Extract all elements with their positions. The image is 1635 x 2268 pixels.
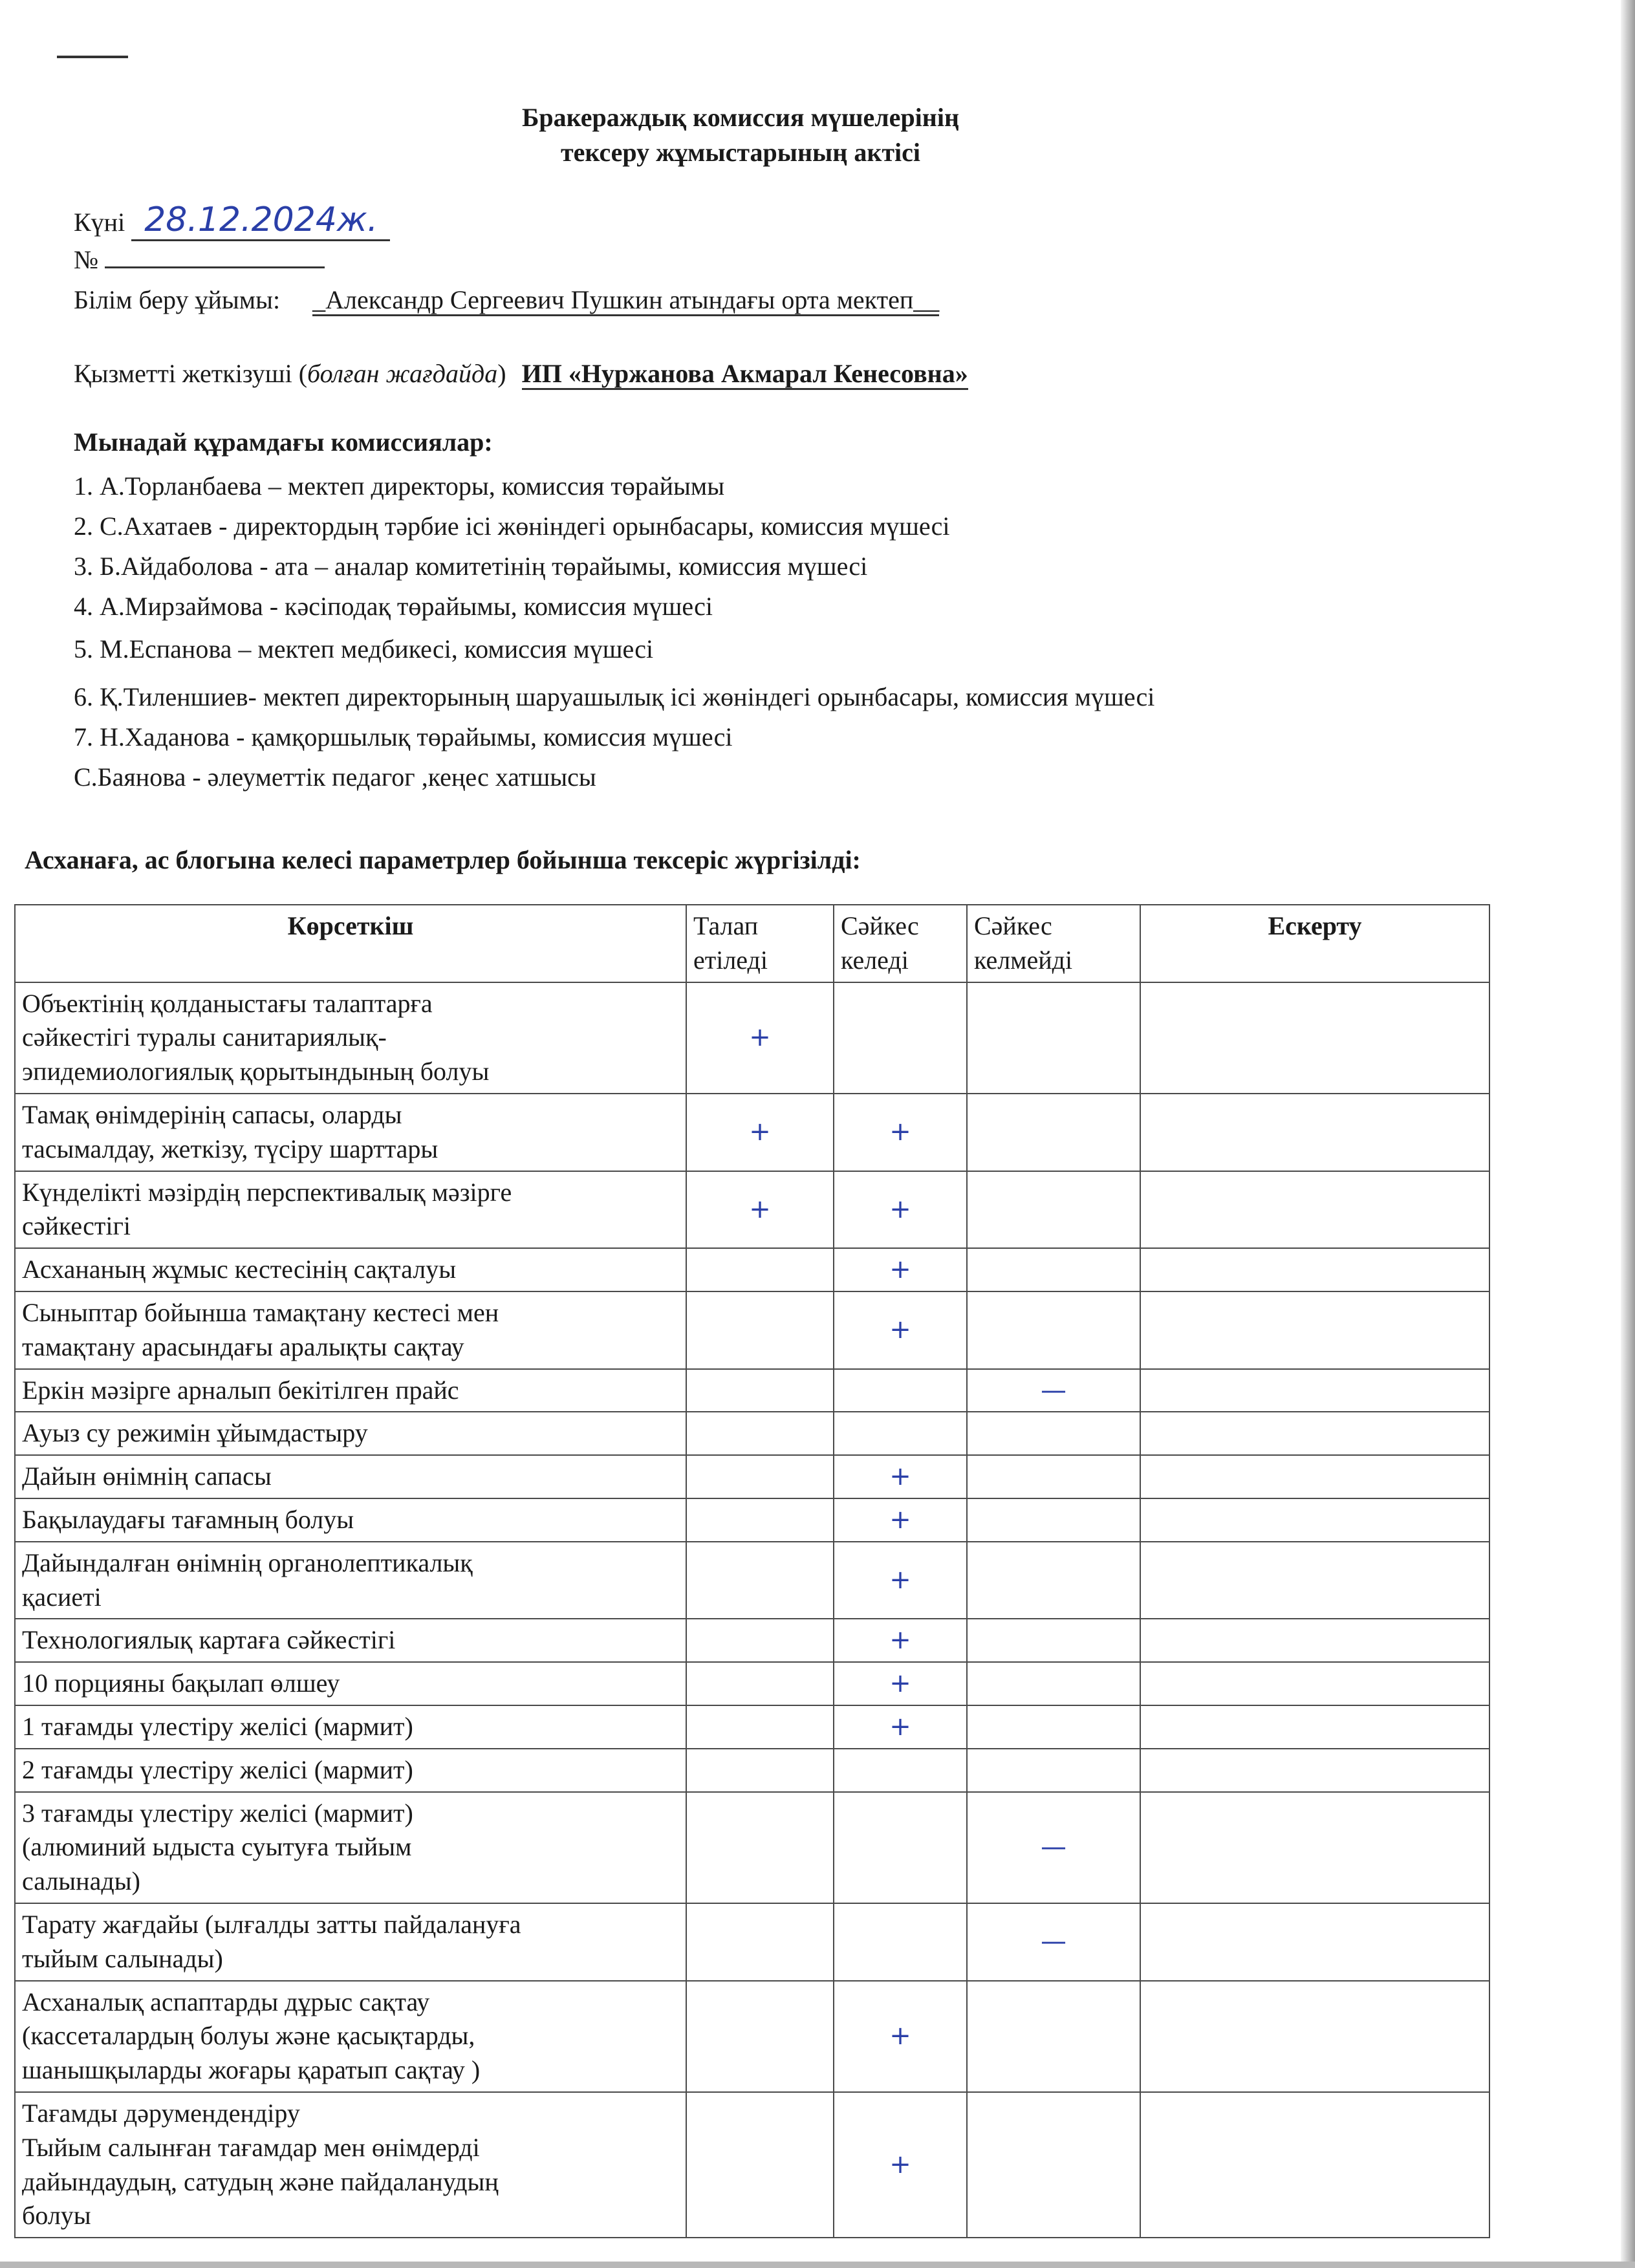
table-row [15,1369,1489,1412]
compliant-mark: + [834,1291,967,1369]
noncompliant-mark [967,982,1140,1094]
compliant-mark: + [834,1662,967,1705]
provider-value: ИП «Нуржанова Акмарал Кенесовна» [522,359,968,390]
table-body [15,982,1489,2238]
required-mark [686,1662,834,1705]
compliant-mark: + [834,1094,967,1171]
compliant-mark: + [834,2092,967,2238]
noncompliant-mark [967,1171,1140,1249]
table-row [15,2092,1489,2238]
indicator-cell: Технологиялық картаға сәйкестігі [15,1619,686,1662]
table-row [15,1542,1489,1619]
required-mark [686,1498,834,1542]
table-row [15,1705,1489,1749]
indicator-cell: Тарату жағдайы (ылғалды затты пайдалануға тыйым салынады) [15,1903,686,1981]
required-mark [686,2092,834,2238]
note-cell [1140,1171,1489,1249]
required-mark [686,1705,834,1749]
compliant-mark: + [834,1705,967,1749]
compliant-mark: + [834,1455,967,1498]
indicator-cell: Еркін мәзірге арналып бекітілген прайс [15,1369,686,1412]
compliant-mark [834,1749,967,1792]
compliant-mark [834,982,967,1094]
table-row [15,1792,1489,1903]
compliant-mark: + [834,1542,967,1619]
required-mark [686,1749,834,1792]
required-mark [686,1248,834,1291]
member-7: 7. Н.Хаданова - қамқоршылық төрайымы, комиссия мүшесі [74,722,733,751]
indicator-cell: Бақылаудағы тағамның болуы [15,1498,686,1542]
org-label: Білім беру ұйымы: [74,285,281,314]
table-row [15,1662,1489,1705]
note-cell [1140,1369,1489,1412]
required-mark [686,1903,834,1981]
note-cell [1140,1248,1489,1291]
member-8: С.Баянова - әлеуметтік педагог ,кеңес хатшысы [74,762,596,792]
required-mark: + [686,1094,834,1171]
required-mark [686,1455,834,1498]
required-mark [686,1792,834,1903]
number-row [74,241,325,275]
note-cell [1140,1903,1489,1981]
header-noncompliant: Сәйкес келмейді [967,905,1140,982]
note-cell [1140,1542,1489,1619]
indicator-cell: 2 тағамды үлестіру желісі (мармит) [15,1749,686,1792]
header-required: Талап етіледі [686,905,834,982]
required-mark [686,1369,834,1412]
required-mark [686,1291,834,1369]
required-mark [686,1542,834,1619]
indicator-cell: Дайын өнімнің сапасы [15,1455,686,1498]
table-row [15,1498,1489,1542]
provider-label-end: ) [497,359,506,388]
number-blank [105,241,325,268]
note-cell [1140,1291,1489,1369]
noncompliant-mark: — [967,1792,1140,1903]
compliant-mark [834,1369,967,1412]
note-cell [1140,1094,1489,1171]
noncompliant-mark: — [967,1369,1140,1412]
note-cell [1140,2092,1489,2238]
table-header-row [15,905,1489,982]
compliant-mark: + [834,1981,967,2092]
noncompliant-mark [967,1619,1140,1662]
noncompliant-mark [967,1455,1140,1498]
note-cell [1140,1749,1489,1792]
member-1: 1. А.Торланбаева – мектеп директоры, комиссия төрайымы [74,471,725,501]
indicator-cell: Асхананың жұмыс кестесінің сақталуы [15,1248,686,1291]
indicator-cell: Ауыз су режимін ұйымдастыру [15,1412,686,1455]
date-row [74,200,390,241]
member-6: 6. Қ.Тиленшиев- мектеп директорының шаруашылық ісі жөніндегі орынбасары, комиссия мүшесі [74,682,1155,711]
document-title-line1: Бракераждық комиссия мүшелерінің [521,103,960,132]
compliant-mark: + [834,1619,967,1662]
indicator-cell: Дайындалған өнімнің органолептикалық қасиеті [15,1542,686,1619]
indicator-cell: Тамақ өнімдерінің сапасы, оларды тасымалдау, жеткізу, түсіру шарттары [15,1094,686,1171]
number-label: № [74,245,99,274]
note-cell [1140,1619,1489,1662]
date-label: Күні [74,208,125,237]
note-cell [1140,1981,1489,2092]
table-row [15,1248,1489,1291]
required-mark [686,1412,834,1455]
note-cell [1140,1792,1489,1903]
noncompliant-mark [967,1248,1140,1291]
indicator-cell: Тағамды дәрумендендіру Тыйым салынған тағамдар мен өнімдерді дайындаудың, сатудың және пайдаланудың болуы [15,2092,686,2238]
noncompliant-mark [967,1498,1140,1542]
scan-edge [1621,0,1635,2268]
decorative-mark [57,56,128,58]
header-compliant: Сәйкес келеді [834,905,967,982]
org-value: _Александр Сергеевич Пушкин атындағы орта мектеп__ [312,285,939,316]
indicator-cell: 10 порцияны бақылап өлшеу [15,1662,686,1705]
table-row [15,1171,1489,1249]
provider-label-italic: болған жағдайда [307,359,498,388]
note-cell [1140,982,1489,1094]
table-row [15,1903,1489,1981]
member-4: 4. А.Мирзаймова - кәсіподақ төрайымы, комиссия мүшесі [74,592,713,621]
noncompliant-mark [967,1749,1140,1792]
note-cell [1140,1662,1489,1705]
noncompliant-mark [967,1094,1140,1171]
table-row [15,1291,1489,1369]
provider-row [74,358,968,389]
noncompliant-mark [967,2092,1140,2238]
required-mark: + [686,982,834,1094]
table-row [15,1749,1489,1792]
compliant-mark: + [834,1248,967,1291]
indicator-cell: Объектінің қолданыстағы талаптарға сәйкестігі туралы санитариялық- эпидемиологиялық қорытындының болуы [15,982,686,1094]
noncompliant-mark [967,1542,1140,1619]
scan-edge-bottom [0,2262,1635,2268]
commission-heading: Мынадай құрамдағы комиссиялар: [74,427,493,457]
indicator-cell: 3 тағамды үлестіру желісі (мармит) (алюминий ыдыста суытуға тыйым салынады) [15,1792,686,1903]
header-note: Ескерту [1140,905,1489,982]
required-mark [686,1619,834,1662]
note-cell [1140,1705,1489,1749]
indicator-cell: Сыныптар бойынша тамақтану кестесі мен тамақтану арасындағы аралықты сақтау [15,1291,686,1369]
member-2: 2. С.Ахатаев - директордың тәрбие ісі жөніндегі орынбасары, комиссия мүшесі [74,512,950,541]
date-value: 28.12.2024ж. [131,200,390,241]
compliant-mark [834,1412,967,1455]
required-mark: + [686,1171,834,1249]
noncompliant-mark [967,1662,1140,1705]
table-row [15,1619,1489,1662]
note-cell [1140,1455,1489,1498]
note-cell [1140,1412,1489,1455]
compliant-mark: + [834,1171,967,1249]
compliant-mark: + [834,1498,967,1542]
member-3: 3. Б.Айдаболова - ата – аналар комитетінің төрайымы, комиссия мүшесі [74,552,868,581]
table-row [15,1094,1489,1171]
header-indicator: Көрсеткіш [15,905,686,982]
document-title-line2: тексеру жұмыстарының актісі [560,138,920,167]
indicator-cell: Күнделікті мәзірдің перспективалық мәзірге сәйкестігі [15,1171,686,1249]
member-5: 5. М.Еспанова – мектеп медбикесі, комиссия мүшесі [74,634,654,664]
noncompliant-mark [967,1981,1140,2092]
noncompliant-mark [967,1291,1140,1369]
indicator-cell: Асханалық аспаптарды дұрыс сақтау (кассеталардың болуы және қасықтарды, шанышқыларды жоғары қаратып сақтау ) [15,1981,686,2092]
table-row [15,1455,1489,1498]
table-row [15,982,1489,1094]
note-cell [1140,1498,1489,1542]
table-row [15,1412,1489,1455]
compliant-mark [834,1792,967,1903]
inspection-table [14,904,1490,2238]
provider-label: Қызметті жеткізуші ( [74,359,308,388]
required-mark [686,1981,834,2092]
compliant-mark [834,1903,967,1981]
indicator-cell: 1 тағамды үлестіру желісі (мармит) [15,1705,686,1749]
noncompliant-mark [967,1705,1140,1749]
table-row [15,1981,1489,2092]
noncompliant-mark: — [967,1903,1140,1981]
org-row [74,285,939,315]
inspection-heading: Асханаға, ас блогына келесі параметрлер бойынша тексеріс жүргізілді: [25,845,861,874]
noncompliant-mark [967,1412,1140,1455]
